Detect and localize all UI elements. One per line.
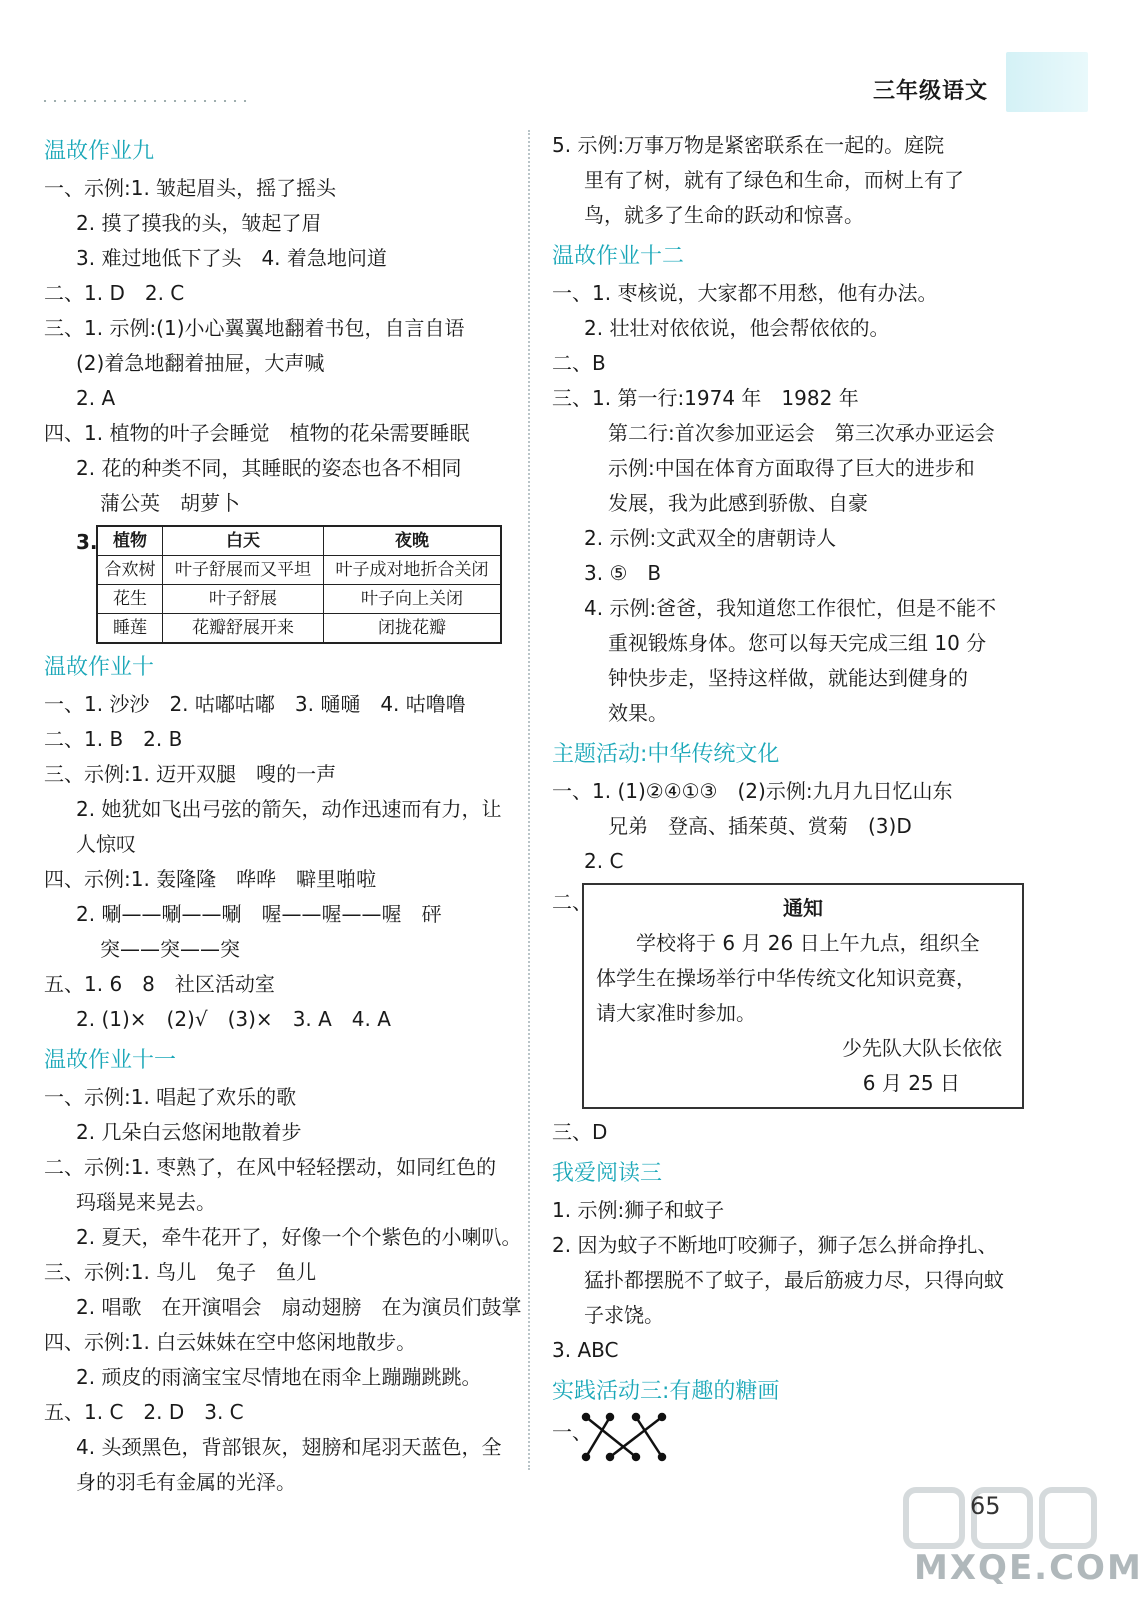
- matching-lines-icon: [578, 1411, 688, 1465]
- section-title-12: 温故作业十二: [552, 244, 685, 269]
- section-title-practice3: 实践活动三:有趣的糖画: [552, 1379, 780, 1404]
- table-cell: 花瓣舒展开来: [163, 614, 324, 644]
- answer-line: 三、示例:1. 鸟儿 兔子 鱼儿: [44, 1260, 317, 1284]
- table-cell: 合欢树: [97, 556, 163, 585]
- answer-line: 2. 几朵白云悠闲地散着步: [76, 1120, 302, 1144]
- table-cell: 白天: [163, 526, 324, 556]
- answer-line: 2. 顽皮的雨滴宝宝尽情地在雨伞上蹦蹦跳跳。: [76, 1365, 482, 1389]
- notice-title: 通知: [783, 896, 823, 920]
- table-header-row: [97, 526, 501, 556]
- answer-line: 猛扑都摆脱不了蚊子，最后筋疲力尽，只得向蚊: [584, 1268, 1004, 1292]
- answer-line: 四、示例:1. 白云妹妹在空中悠闲地散步。: [44, 1330, 417, 1354]
- answer-line: 1. 示例:狮子和蚊子: [552, 1198, 725, 1222]
- answer-line: 钟快步走，坚持这样做，就能达到健身的: [608, 666, 968, 690]
- answer-line: 2. 唰——唰——唰 喔——喔——喔 砰: [76, 902, 442, 926]
- answer-line: 突——突——突: [100, 937, 240, 961]
- answer-line: 效果。: [608, 701, 668, 725]
- header-title: 三年级语文: [872, 79, 988, 104]
- answer-line: 三、1. 第一行:1974 年 1982 年: [552, 386, 859, 410]
- answer-line: 人惊叹: [76, 832, 136, 856]
- answer-line: 五、1. 6 8 社区活动室: [44, 972, 275, 996]
- answer-line: 2. (1)× (2)√ (3)× 3. A 4. A: [76, 1007, 391, 1031]
- notice-line: 请大家准时参加。: [596, 1001, 756, 1025]
- answer-line: 4. 示例:爸爸，我知道您工作很忙，但是不能不: [584, 596, 997, 620]
- notice-line: 体学生在操场举行中华传统文化知识竞赛，: [596, 966, 976, 990]
- answer-line: 身的羽毛有金属的光泽。: [76, 1470, 296, 1494]
- left-column: [44, 128, 524, 1500]
- section-title-read3: 我爱阅读三: [552, 1161, 663, 1186]
- table-cell: 叶子向上关闭: [324, 585, 502, 614]
- answer-line: 里有了树，就有了绿色和生命，而树上有了: [584, 168, 964, 192]
- answer-line: 2. 唱歌 在开演唱会 扇动翅膀 在为演员们鼓掌: [76, 1295, 522, 1319]
- answer-line: 一、示例:1. 皱起眉头，摇了摇头: [44, 176, 337, 200]
- header-tab: [1006, 52, 1088, 112]
- notice-signature: 少先队大队长依依: [842, 1036, 1002, 1060]
- answer-line: 5. 示例:万事万物是紧密联系在一起的。庭院: [552, 133, 945, 157]
- answer-line: 2. 示例:文武双全的唐朝诗人: [584, 526, 837, 550]
- section-title-11: 温故作业十一: [44, 1048, 177, 1073]
- answer-line: 三、D: [552, 1120, 608, 1144]
- watermark-text: MXQE.COM: [914, 1548, 1143, 1588]
- table-row: [97, 585, 501, 614]
- answer-line: 4. 头颈黑色，背部银灰，翅膀和尾羽天蓝色，全: [76, 1435, 502, 1459]
- answer-line: (2)着急地翻着抽屉，大声喊: [76, 351, 325, 375]
- table-cell: 睡莲: [97, 614, 163, 644]
- answer-line: 兄弟 登高、插茱萸、赏菊 (3)D: [608, 814, 912, 838]
- answer-line: 3. ABC: [552, 1338, 619, 1362]
- notice-date: 6 月 25 日: [862, 1071, 960, 1095]
- notice-line: 学校将于 6 月 26 日上午九点，组织全: [636, 931, 980, 955]
- answer-line: 3. ⑤ B: [584, 561, 662, 585]
- answer-line: 2. 因为蚊子不断地叮咬狮子，狮子怎么拼命挣扎、: [552, 1233, 998, 1257]
- answer-line: 2. 她犹如飞出弓弦的箭矢，动作迅速而有力，让: [76, 797, 502, 821]
- answer-line: 一、1. 沙沙 2. 咕嘟咕嘟 3. 嗵嗵 4. 咕噜噜: [44, 692, 466, 716]
- answer-line: 2. 壮壮对依依说，他会帮依依的。: [584, 316, 890, 340]
- answer-line: 三、示例:1. 迈开双腿 嗖的一声: [44, 762, 337, 786]
- answer-line: 一、示例:1. 唱起了欢乐的歌: [44, 1085, 297, 1109]
- answer-line: 二、1. D 2. C: [44, 281, 185, 305]
- matching-answer: [552, 1411, 1032, 1467]
- answer-line: 二、示例:1. 枣熟了，在风中轻轻摆动，如同红色的: [44, 1155, 497, 1179]
- answer-line: 子求饶。: [584, 1303, 664, 1327]
- answer-line: 示例:中国在体育方面取得了巨大的进步和: [608, 456, 975, 480]
- answer-line: 五、1. C 2. D 3. C: [44, 1400, 244, 1424]
- notice-box: [552, 883, 1024, 1109]
- answer-line: 2. C: [584, 849, 624, 873]
- table-cell: 夜晚: [324, 526, 502, 556]
- table-cell: 花生: [97, 585, 163, 614]
- answer-line: 二、B: [552, 351, 606, 375]
- answer-line: 四、示例:1. 轰隆隆 哗哗 噼里啪啦: [44, 867, 377, 891]
- answer-line: 三、1. 示例:(1)小心翼翼地翻着书包，自言自语: [44, 316, 465, 340]
- answer-line: 2. 夏天，牵牛花开了，好像一个个紫色的小喇叭。: [76, 1225, 522, 1249]
- answer-line: 鸟，就多了生命的跃动和惊喜。: [584, 203, 864, 227]
- table-cell: 闭拢花瓣: [324, 614, 502, 644]
- answer-line: 2. 摸了摸我的头，皱起了眉: [76, 211, 322, 235]
- table-cell: 叶子成对地折合关闭: [324, 556, 502, 585]
- answer-line: 第二行:首次参加亚运会 第三次承办亚运会: [608, 421, 995, 445]
- header-dots: [40, 100, 250, 102]
- plant-table-block: [44, 525, 524, 644]
- notice-label: 二、: [552, 890, 592, 914]
- page-number: 65: [970, 1492, 1001, 1520]
- right-column: [552, 128, 1032, 1467]
- table-cell: 植物: [97, 526, 163, 556]
- answer-line: 蒲公英 胡萝卜: [100, 491, 240, 515]
- answer-line: 2. A: [76, 386, 116, 410]
- section-title-10: 温故作业十: [44, 655, 155, 680]
- table-cell: 叶子舒展而又平坦: [163, 556, 324, 585]
- answer-line: 一、1. 枣核说，大家都不用愁，他有办法。: [552, 281, 938, 305]
- section-title-theme: 主题活动:中华传统文化: [552, 742, 780, 767]
- plant-sleep-table: [96, 525, 502, 644]
- section-title-9: 温故作业九: [44, 139, 155, 164]
- answer-line: 2. 花的种类不同，其睡眠的姿态也各不相同: [76, 456, 462, 480]
- answer-line: 二、1. B 2. B: [44, 727, 183, 751]
- answer-line: 发展，我为此感到骄傲、自豪: [608, 491, 868, 515]
- column-divider: [528, 130, 530, 1470]
- answer-line: 四、1. 植物的叶子会睡觉 植物的花朵需要睡眠: [44, 421, 470, 445]
- answer-line: 玛瑙晃来晃去。: [76, 1190, 216, 1214]
- table-row: [97, 556, 501, 585]
- table-number: 3.: [76, 530, 98, 554]
- answer-label: 一、: [552, 1420, 592, 1444]
- answer-line: 3. 难过地低下了头 4. 着急地问道: [76, 246, 387, 270]
- table-row: [97, 614, 501, 644]
- answer-line: 一、1. (1)②④①③ (2)示例:九月九日忆山东: [552, 779, 953, 803]
- table-cell: 叶子舒展: [163, 585, 324, 614]
- answer-line: 重视锻炼身体。您可以每天完成三组 10 分: [608, 631, 987, 655]
